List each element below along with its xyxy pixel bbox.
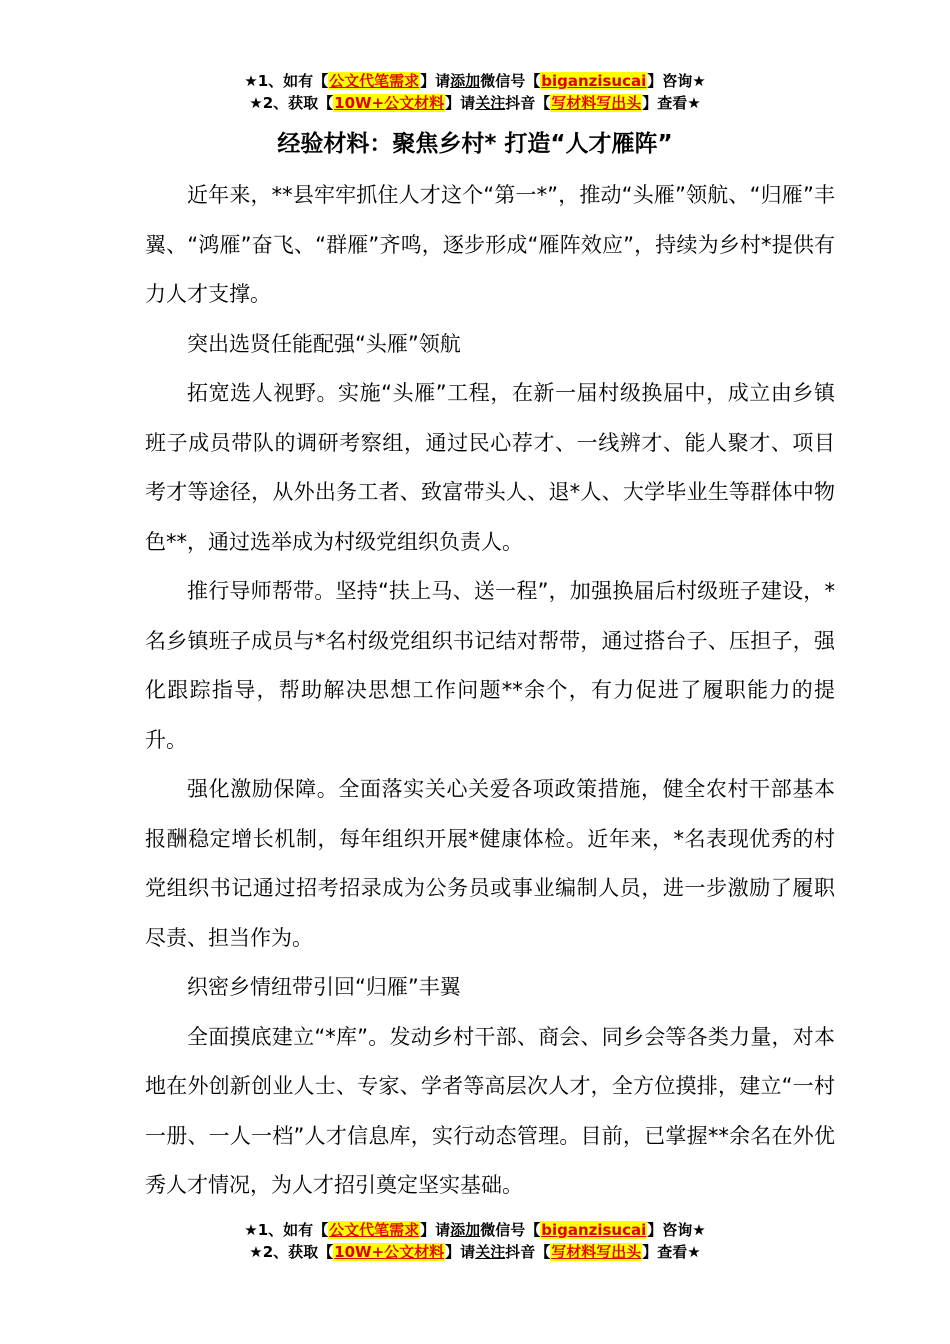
banner-highlight: biganzisucai (541, 72, 647, 90)
star-icon: ★ (687, 94, 701, 112)
banner-text: 2、获取【 (262, 94, 334, 112)
star-icon: ★ (249, 94, 263, 112)
paragraph: 拓宽选人视野。实施“头雁”工程，在新一届村级换届中，成立由乡镇班子成员带队的调研考察组，通过民心荐才、一线辨才、能人聚才、项目考才等途径，从外出务工者、致富带头人、退*人、大学毕业生等群体中物色**，通过选举成为村级党组织负责人。 (145, 381, 835, 554)
banner-line-1 (0, 70, 950, 92)
document-body (145, 171, 835, 1211)
banner-highlight: 10W+公文材料 (334, 94, 445, 112)
banner-highlight: biganzisucai (541, 1221, 647, 1239)
banner-text: 】咨询 (647, 72, 693, 90)
banner-text: 】咨询 (647, 1221, 693, 1239)
banner-underlined-text: 关注 (475, 94, 506, 112)
banner-text: 抖音【 (505, 94, 551, 112)
paragraph: 推行导师帮带。坚持“扶上马、送一程”，加强换届后村级班子建设，*名乡镇班子成员与*名村级党组织书记结对帮带，通过搭台子、压担子，强化跟踪指导，帮助解决思想工作问题**余个，有力促进了履职能力的提升。 (145, 579, 835, 752)
banner-highlight: 写材料写出头 (551, 94, 642, 112)
bottom-banner (0, 1219, 950, 1263)
paragraph: 全面摸底建立“*库”。发动乡村干部、商会、同乡会等各类力量，对本地在外创新创业人士、专家、学者等高层次人才，全方位摸排，建立“一村一册、一人一档”人才信息库，实行动态管理。目前，已掌握**余名在外优秀人才情况，为人才招引奠定坚实基础。 (145, 1024, 835, 1197)
star-icon: ★ (244, 72, 258, 90)
banner-highlight: 公文代笔需求 (329, 72, 420, 90)
star-icon: ★ (692, 1221, 706, 1239)
star-icon: ★ (692, 72, 706, 90)
banner-text: 抖音【 (505, 1243, 551, 1261)
star-icon: ★ (687, 1243, 701, 1261)
banner-highlight: 10W+公文材料 (334, 1243, 445, 1261)
section-heading-2: 织密乡情纽带引回“归雁”丰翼 (187, 975, 461, 999)
paragraph-intro: 近年来，**县牢牢抓住人才这个“第一*”，推动“头雁”领航、“归雁”丰翼、“鸿雁”奋飞、“群雁”齐鸣，逐步形成“雁阵效应”，持续为乡村*提供有力人才支撑。 (145, 183, 835, 306)
banner-text: 2、获取【 (262, 1243, 334, 1261)
banner-text: 】请 (445, 1243, 476, 1261)
banner-highlight: 公文代笔需求 (329, 1221, 420, 1239)
banner-text: 1、如有【 (257, 1221, 329, 1239)
banner-underlined-text: 添加 (450, 72, 481, 90)
top-banner (0, 70, 950, 114)
banner-underlined-text: 添加 (450, 1221, 481, 1239)
banner-text: 微信号【 (480, 1221, 541, 1239)
document-title: 经验材料：聚焦乡村* 打造“人才雁阵” (277, 131, 673, 157)
banner-underlined-text: 关注 (475, 1243, 506, 1261)
star-icon: ★ (249, 1243, 263, 1261)
paragraph: 强化激励保障。全面落实关心关爱各项政策措施，健全农村干部基本报酬稳定增长机制，每年组织开展*健康体检。近年来，*名表现优秀的村党组织书记通过招考招录成为公务员或事业编制人员，进一步激励了履职尽责、担当作为。 (145, 777, 835, 950)
banner-text: 】查看 (642, 94, 688, 112)
banner-text: 】查看 (642, 1243, 688, 1261)
banner-text: 】请 (445, 94, 476, 112)
section-heading-1: 突出选贤任能配强“头雁”领航 (187, 331, 461, 356)
star-icon: ★ (244, 1221, 258, 1239)
banner-highlight: 写材料写出头 (551, 1243, 642, 1261)
banner-text: 微信号【 (480, 72, 541, 90)
banner-text: 】请 (420, 1221, 451, 1239)
banner-line-1 (0, 1219, 950, 1241)
banner-line-2 (0, 1241, 950, 1263)
banner-text: 1、如有【 (257, 72, 329, 90)
banner-line-2 (0, 92, 950, 114)
banner-text: 】请 (420, 72, 451, 90)
